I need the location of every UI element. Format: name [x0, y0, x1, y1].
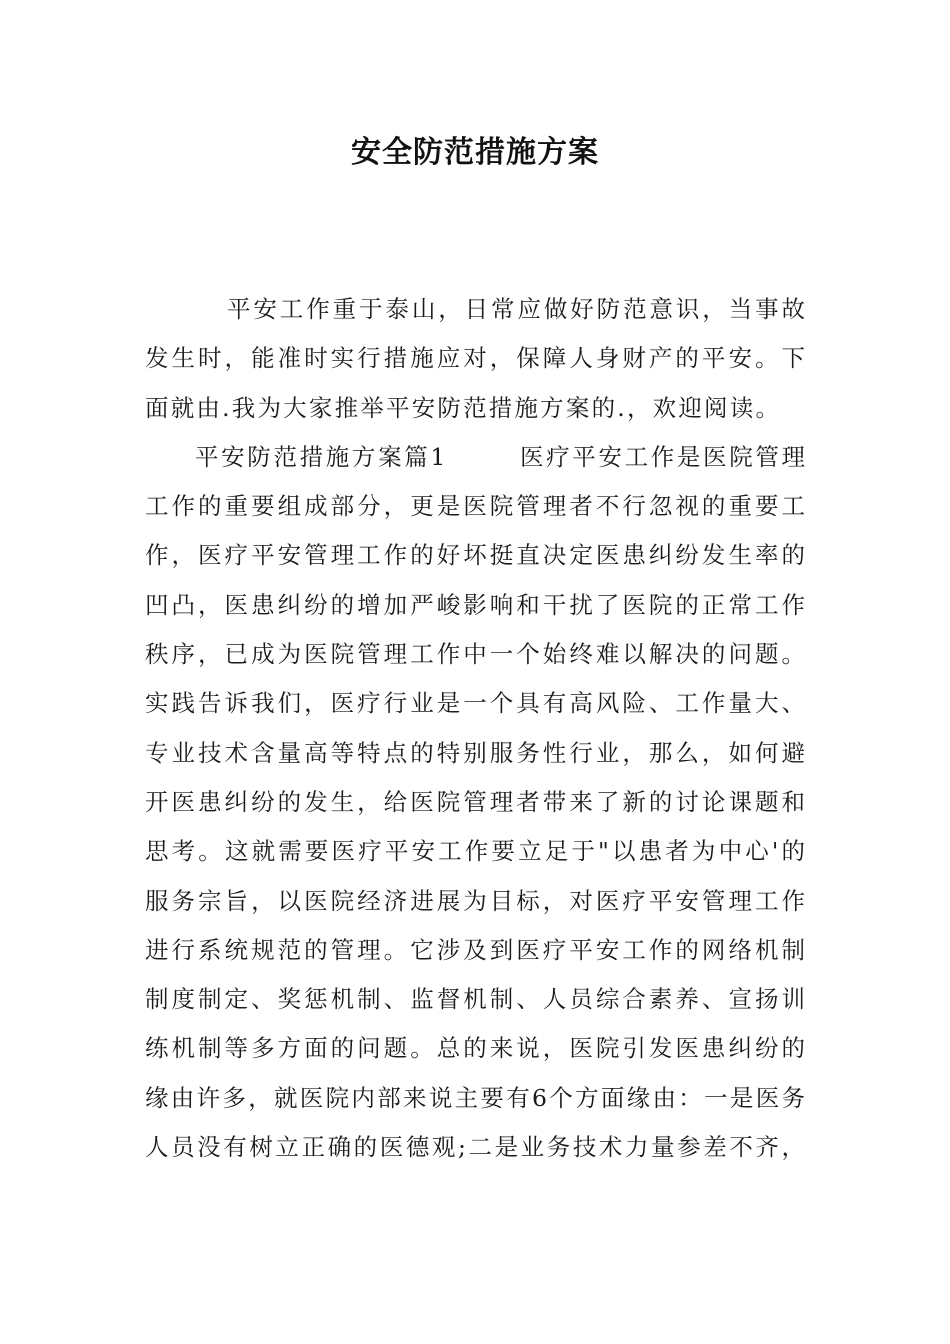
line-text: 实践告诉我们，医疗行业是一个具有高风险、工作量大、 [145, 689, 805, 718]
paragraph-line [145, 384, 805, 433]
paragraph-line [145, 679, 805, 728]
paragraph-line [145, 729, 805, 778]
line-text: 秩序，已成为医院管理工作中一个始终难以解决的问题。 [145, 640, 805, 669]
line-text: 工作的重要组成部分，更是医院管理者不行忽视的重要工 [145, 492, 805, 521]
paragraph-line [145, 877, 805, 926]
paragraph-line [145, 975, 805, 1024]
document-title: 安全防范措施方案 [351, 135, 599, 170]
paragraph-line [145, 285, 805, 334]
paragraph-line [145, 630, 805, 679]
paragraph-line [145, 926, 805, 975]
paragraph-line [145, 531, 805, 580]
document-body [145, 285, 805, 1172]
line-text: 练机制等多方面的问题。总的来说，医院引发医患纠纷的 [145, 1034, 805, 1063]
line-text: 人员没有树立正确的医德观;二是业务技术力量参差不齐， [145, 1133, 805, 1162]
section-heading: 平安防范措施方案篇1 [195, 442, 446, 471]
paragraph-line [145, 1074, 805, 1123]
paragraph-line [145, 482, 805, 531]
line-text: 凹凸，医患纠纷的增加严峻影响和干扰了医院的正常工作 [145, 590, 805, 619]
paragraph-line [145, 1123, 805, 1172]
paragraph-line [145, 827, 805, 876]
line-text: 面就由.我为大家推举平安防范措施方案的.，欢迎阅读。 [145, 393, 782, 422]
paragraph-line [145, 778, 805, 827]
line-text: 进行系统规范的管理。它涉及到医疗平安工作的网络机制 [145, 935, 805, 964]
line-text: 缘由许多，就医院内部来说主要有6个方面缘由：一是医务 [145, 1083, 805, 1112]
line-text: 医疗平安工作是医院管理 [517, 442, 806, 471]
line-text: 开医患纠纷的发生，给医院管理者带来了新的讨论课题和 [145, 787, 805, 816]
line-text: 制度制定、奖惩机制、监督机制、人员综合素养、宣扬训 [145, 985, 805, 1014]
line-text: 作，医疗平安管理工作的好坏挺直决定医患纠纷发生率的 [145, 541, 805, 570]
line-text: 专业技术含量高等特点的特别服务性行业，那么，如何避 [145, 738, 805, 767]
line-text: 平安工作重于泰山，日常应做好防范意识，当事故 [227, 295, 805, 323]
paragraph-line [145, 433, 805, 482]
line-text: 发生时，能准时实行措施应对，保障人身财产的平安。下 [145, 344, 805, 373]
paragraph-line [145, 334, 805, 383]
paragraph-line [145, 1024, 805, 1073]
line-text: 思考。这就需要医疗平安工作要立足于"以患者为中心'的 [145, 837, 805, 866]
paragraph-line [145, 581, 805, 630]
line-text: 服务宗旨，以医院经济进展为目标，对医疗平安管理工作 [145, 886, 805, 915]
